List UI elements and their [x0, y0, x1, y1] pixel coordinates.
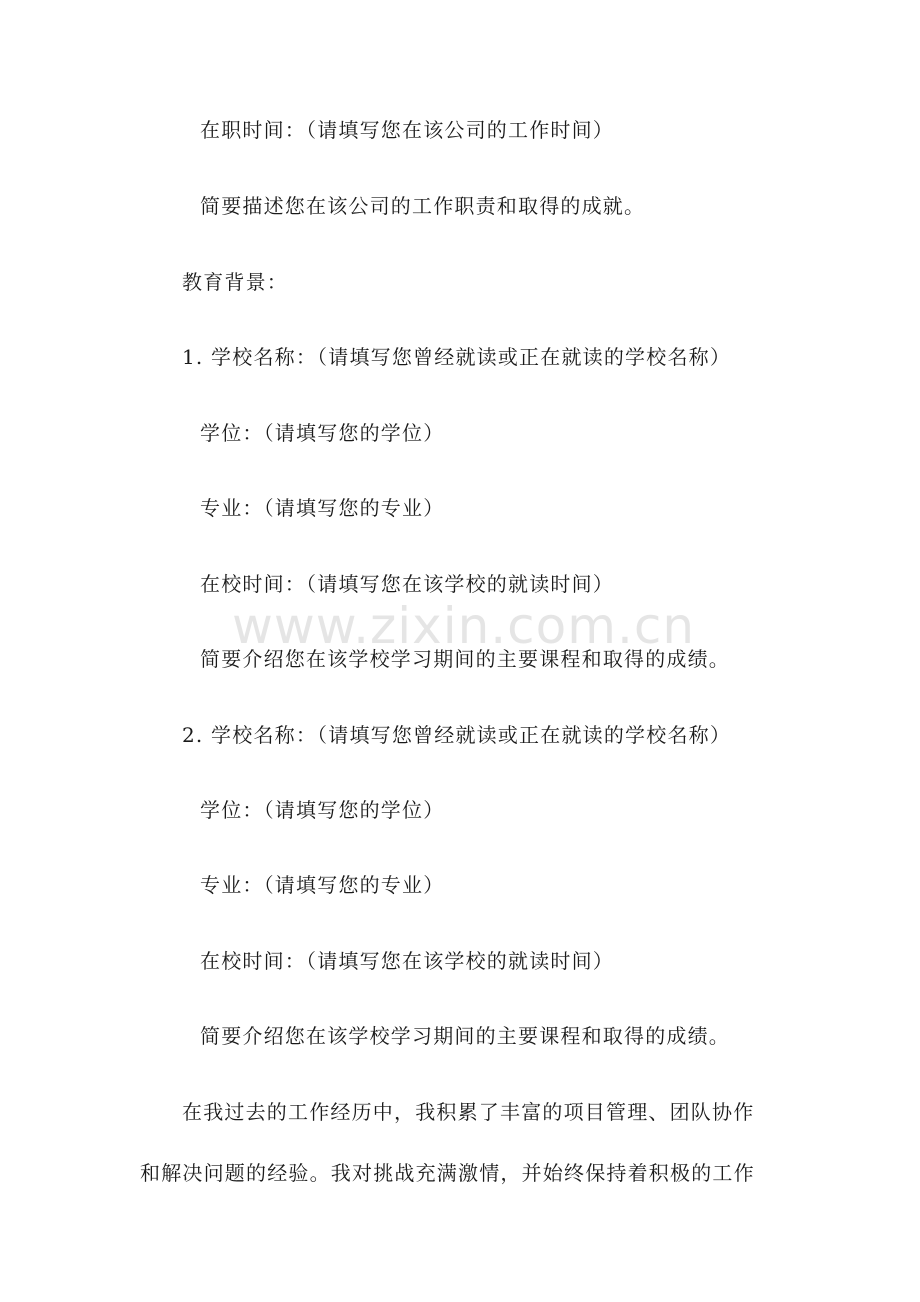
- school-2-summary: 简要介绍您在该学校学习期间的主要课程和取得的成绩。: [200, 1024, 730, 1048]
- school-1-degree: 学位：（请填写您的学位）: [200, 421, 445, 445]
- closing-paragraph-line-1: 在我过去的工作经历中，我积累了丰富的项目管理、团队协作: [182, 1100, 755, 1124]
- watermark: www.zixin.com.cn: [232, 597, 696, 655]
- education-heading: 教育背景：: [182, 270, 288, 294]
- job-summary: 简要描述您在该公司的工作职责和取得的成就。: [200, 194, 646, 218]
- job-tenure: 在职时间：（请填写您在该公司的工作时间）: [200, 118, 614, 142]
- school-2-name: 2. 学校名称：（请填写您曾经就读或正在就读的学校名称）: [182, 723, 732, 747]
- school-2-major: 专业：（请填写您的专业）: [200, 873, 445, 897]
- school-2-degree: 学位：（请填写您的学位）: [200, 798, 445, 822]
- school-2-period: 在校时间：（请填写您在该学校的就读时间）: [200, 949, 614, 973]
- school-1-period: 在校时间：（请填写您在该学校的就读时间）: [200, 572, 614, 596]
- school-1-major: 专业：（请填写您的专业）: [200, 496, 445, 520]
- school-1-summary: 简要介绍您在该学校学习期间的主要课程和取得的成绩。: [200, 647, 730, 671]
- closing-paragraph-line-2: 和解决问题的经验。我对挑战充满激情，并始终保持着积极的工作: [140, 1161, 755, 1185]
- school-1-name: 1. 学校名称：（请填写您曾经就读或正在就读的学校名称）: [182, 345, 732, 369]
